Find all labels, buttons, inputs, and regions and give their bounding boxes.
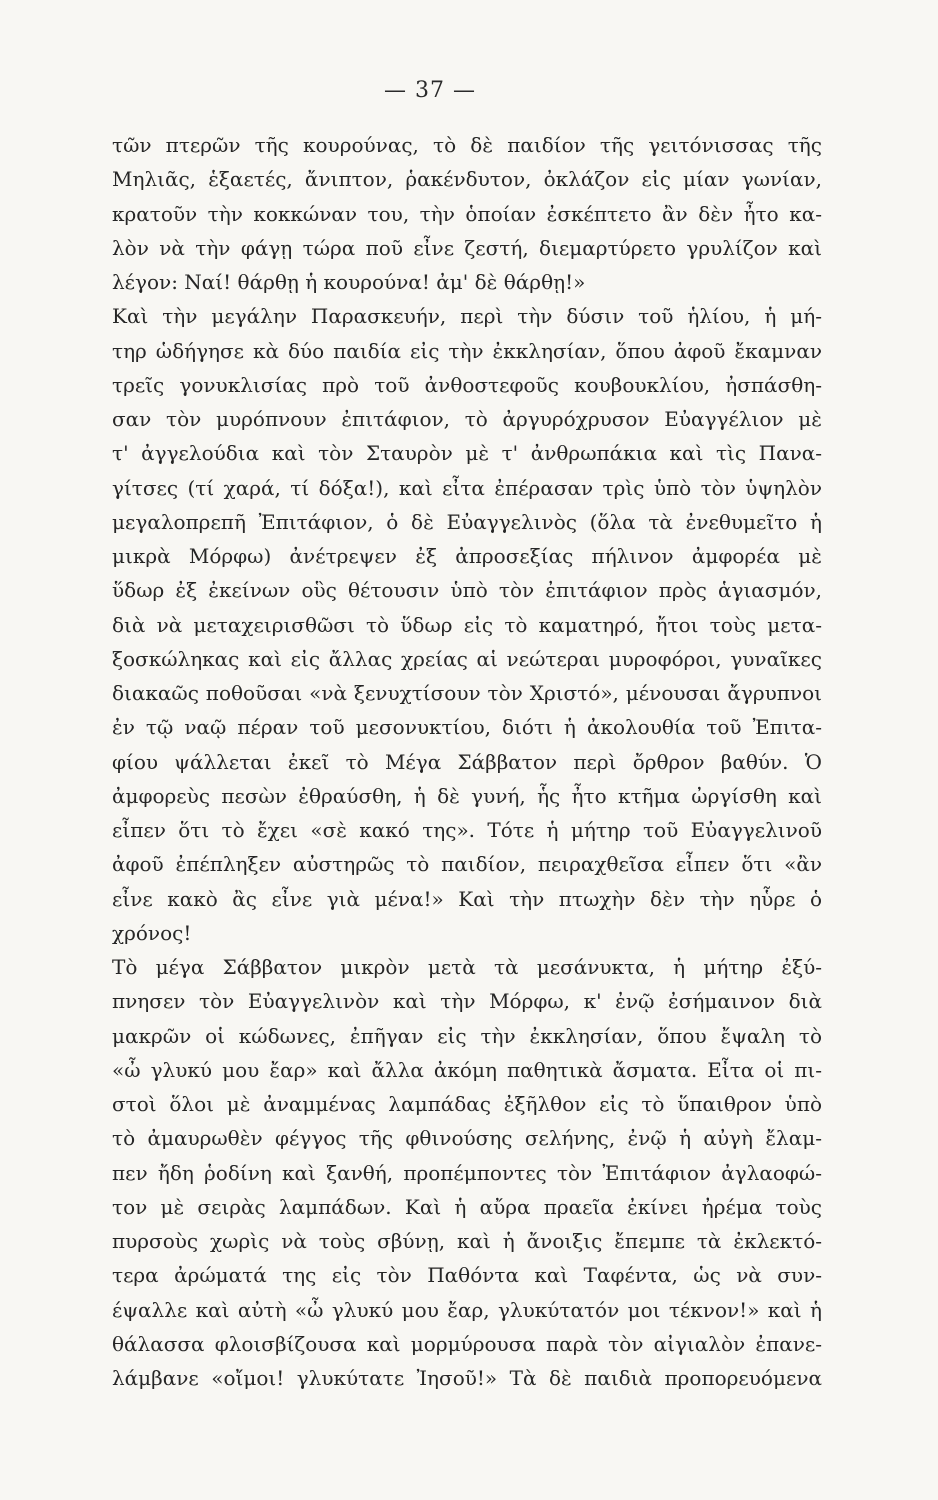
text-line: τηρ ὡδήγησε κὰ δύο παιδία εἰς τὴν ἐκκλησίαν, ὅπου ἀφοῦ ἔκαμναν (112, 338, 822, 363)
text-line: Καὶ τὴν μεγάλην Παρασκευήν, περὶ τὴν δύσιν τοῦ ἡλίου, ἡ μή- (112, 304, 822, 329)
text-line: διὰ νὰ μεταχειρισθῶσι τὸ ὕδωρ εἰς τὸ καματηρό, ἤτοι τοὺς μετα- (112, 612, 822, 637)
text-line: πεν ἤδη ῥοδίνη καὶ ξανθή, προπέμποντες τὸν Ἐπιτάφιον ἀγλαοφώ- (112, 1160, 822, 1185)
text-line: φίου ψάλλεται ἐκεῖ τὸ Μέγα Σάββατον περὶ ὄρθρον βαθύν. Ὁ (112, 749, 822, 774)
text-line: κρατοῦν τὴν κοκκώναν του, τὴν ὁποίαν ἐσκέπτετο ἂν δὲν ἦτο κα- (112, 201, 822, 226)
text-line: ὕδωρ ἐξ ἐκείνων οὓς θέτουσιν ὑπὸ τὸν ἐπιτάφιον πρὸς ἁγιασμόν, (112, 578, 822, 603)
text-line: πνησεν τὸν Εὐαγγελινὸν καὶ τὴν Μόρφω, κ' ἐνῷ ἐσήμαινον διὰ (112, 989, 822, 1014)
text-line: έψαλλε καὶ αὐτὴ «ὦ γλυκύ μου ἔαρ, γλυκύτατόν μοι τέκνον!» καὶ ἡ (112, 1297, 822, 1322)
text-line: εἶνε κακὸ ἂς εἶνε γιὰ μένα!» Καὶ τὴν πτωχὴν δὲν τὴν ηὗρε ὁ (112, 886, 822, 911)
text-line: ἐν τῷ ναῷ πέραν τοῦ μεσονυκτίου, διότι ἡ ἀκολουθία τοῦ Ἐπιτα- (112, 715, 822, 740)
text-line: γίτσες (τί χαρά, τί δόξα!), καὶ εἶτα ἐπέρασαν τρὶς ὑπὸ τὸν ὑψηλὸν (112, 475, 822, 500)
text-line: τρεῖς γονυκλισίας πρὸ τοῦ ἀνθοστεφοῦς κουβουκλίου, ἠσπάσθη- (112, 372, 822, 397)
text-line: στοὶ ὅλοι μὲ ἀναμμένας λαμπάδας ἐξῆλθον εἰς τὸ ὕπαιθρον ὑπὸ (112, 1092, 822, 1116)
text-line: λὸν νὰ τὴν φάγῃ τώρα ποῦ εἶνε ζεστή, διεμαρτύρετο γρυλίζον καὶ (112, 235, 822, 260)
text-line: ξοσκώληκας καὶ εἰς ἄλλας χρείας αἱ νεώτεραι μυροφόροι, γυναῖκες (112, 646, 822, 671)
text-line: μεγαλοπρεπῆ Ἐπιτάφιον, ὁ δὲ Εὐαγγελινὸς (ὅλα τὰ ἐνεθυμεῖτο ἡ (112, 509, 822, 534)
text-line: τῶν πτερῶν τῆς κουρούνας, τὸ δὲ παιδίον τῆς γειτόνισσας τῆς (112, 133, 822, 157)
text-line: ἀμφορεὺς πεσὼν ἐθραύσθη, ἡ δὲ γυνή, ἧς ἦτο κτῆμα ὠργίσθη καὶ (112, 783, 822, 808)
text-line: Μηλιᾶς, ἑξαετές, ἄνιπτον, ῥακένδυτον, ὀκλάζον εἰς μίαν γωνίαν, (112, 167, 822, 192)
text-line: λέγον: Ναί! θάρθῃ ἡ κουρούνα! ἀμ' δὲ θάρθῃ!» (112, 270, 586, 294)
text-line: μακρῶν οἱ κώδωνες, ἐπῆγαν εἰς τὴν ἐκκλησίαν, ὅπου ἔψαλη τὸ (112, 1023, 822, 1048)
text-line: μικρὰ Μόρφω) ἀνέτρεψεν ἐξ ἀπροσεξίας πήλινον ἀμφορέα μὲ (112, 544, 822, 568)
text-line: διακαῶς ποθοῦσαι «νὰ ξενυχτίσουν τὸν Χριστό», μένουσαι ἄγρυπνοι (112, 681, 822, 705)
text-line: Τὸ μέγα Σάββατον μικρὸν μετὰ τὰ μεσάνυκτα, ἡ μήτηρ ἐξύ- (112, 955, 822, 979)
text-line: τ' ἀγγελούδια καὶ τὸν Σταυρὸν μὲ τ' ἀνθρωπάκια καὶ τὶς Πανα- (112, 441, 822, 466)
page-number: — 37 — (384, 78, 476, 103)
text-line: ἀφοῦ ἐπέπληξεν αὐστηρῶς τὸ παιδίον, πειραχθεῖσα εἶπεν ὅτι «ἂν (112, 852, 822, 877)
text-line: χρόνος! (112, 920, 192, 945)
text-line: «ὦ γλυκύ μου ἔαρ» καὶ ἄλλα ἀκόμη παθητικὰ ἄσματα. Εἶτα οἱ πι- (112, 1057, 822, 1082)
text-line: λάμβανε «οἴμοι! γλυκύτατε Ἰησοῦ!» Τὰ δὲ παιδιὰ προπορευόμενα (112, 1366, 822, 1390)
text-line: πυρσοὺς χωρὶς νὰ τοὺς σβύνῃ, καὶ ἡ ἄνοιξις ἔπεμπε τὰ ἐκλεκτό- (112, 1229, 822, 1253)
text-line: τον μὲ σειρὰς λαμπάδων. Καὶ ἡ αὔρα πραεῖα ἐκίνει ἠρέμα τοὺς (112, 1194, 822, 1219)
text-line: εἶπεν ὅτι τὸ ἔχει «σὲ κακό της». Τότε ἡ μήτηρ τοῦ Εὐαγγελινοῦ (112, 818, 822, 842)
text-line: τὸ ἀμαυρωθὲν φέγγος τῆς φθινούσης σελήνης, ἐνῷ ἡ αὐγὴ ἔλαμ- (112, 1126, 822, 1151)
text-line: τερα ἀρώματά της εἰς τὸν Παθόντα καὶ Ταφέντα, ὡς νὰ συν- (112, 1263, 822, 1288)
body-text (112, 128, 822, 1395)
text-line: σαν τὸν μυρόπνουν ἐπιτάφιον, τὸ ἀργυρόχρυσον Εὐαγγέλιον μὲ (112, 407, 822, 431)
text-line: θάλασσα φλοισβίζουσα καὶ μορμύρουσα παρὰ τὸν αἰγιαλὸν ἐπανε- (112, 1331, 822, 1356)
